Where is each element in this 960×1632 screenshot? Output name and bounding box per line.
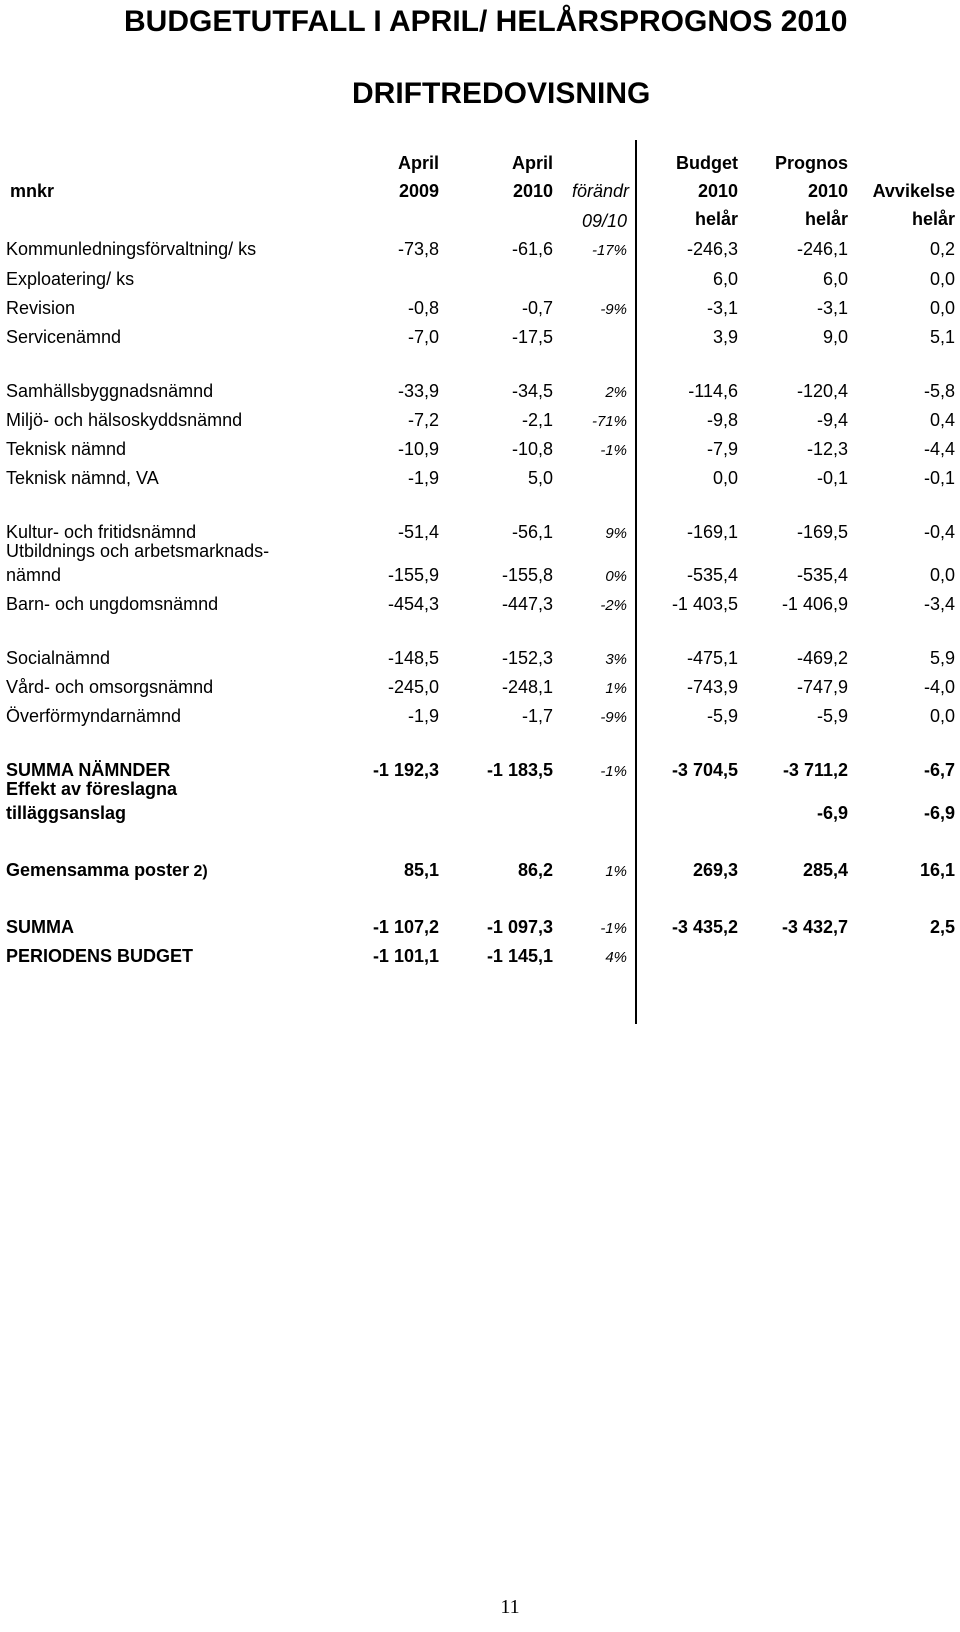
table-row [0, 859, 960, 889]
cell-deviation: -6,7 [923, 760, 955, 780]
table-row [0, 593, 960, 623]
row-label [6, 676, 213, 698]
cell-deviation: 0,4 [929, 410, 955, 430]
row-label-text: Samhällsbyggnadsnämnd [6, 381, 214, 401]
table-row [0, 916, 960, 946]
cell-deviation: 2,5 [929, 917, 955, 937]
table-row [0, 380, 960, 410]
cell-deviation: -6,9 [923, 803, 955, 823]
row-label [6, 705, 181, 727]
cell-prognos-2010: -535,4 [796, 565, 848, 585]
table-row [0, 297, 960, 327]
cell-april-2010: -34,5 [511, 381, 553, 401]
row-label [6, 238, 256, 260]
page-number: 11 [500, 1596, 520, 1618]
cell-deviation: 5,1 [929, 327, 955, 347]
cell-april-2010: -1 145,1 [486, 946, 553, 966]
table-row [0, 238, 960, 268]
cell-april-2010: -56,1 [511, 522, 553, 542]
cell-april-2009: -155,9 [387, 565, 439, 585]
row-label-text: Exploatering/ ks [6, 269, 135, 289]
cell-april-2009: -0,8 [407, 298, 439, 318]
section-title: DRIFTREDOVISNING [352, 77, 651, 110]
cell-budget-2010: 0,0 [712, 468, 738, 488]
cell-april-2010: -152,3 [501, 648, 553, 668]
row-label-text: Servicenämnd [6, 327, 122, 347]
cell-budget-2010: -114,6 [688, 381, 738, 401]
cell-change-percent: 9% [605, 525, 627, 542]
cell-budget-2010: -169,1 [686, 522, 738, 542]
cell-april-2010: -2,1 [521, 410, 553, 430]
row-label-text: Teknisk nämnd [6, 439, 127, 459]
row-label [6, 326, 121, 348]
cell-prognos-2010: 285,4 [802, 860, 848, 880]
cell-deviation: 5,9 [929, 648, 955, 668]
header-unit: mnkr [10, 181, 55, 201]
cell-prognos-2010: -3 432,7 [781, 917, 848, 937]
cell-prognos-2010: -469,2 [796, 648, 848, 668]
row-label [6, 916, 74, 938]
cell-april-2010: -1,7 [521, 706, 553, 726]
cell-prognos-2010: -5,9 [816, 706, 848, 726]
cell-deviation: -4,0 [923, 677, 955, 697]
header-april2009-line1: April [397, 153, 439, 173]
row-label [6, 268, 134, 290]
cell-deviation: -0,1 [923, 468, 955, 488]
cell-change-percent: 4% [605, 949, 627, 966]
cell-budget-2010: -7,9 [706, 439, 738, 459]
cell-prognos-2010: 9,0 [822, 327, 848, 347]
cell-april-2009: -7,2 [407, 410, 439, 430]
table-row [0, 326, 960, 356]
cell-april-2010: 5,0 [527, 468, 553, 488]
row-label-text: Överförmyndarnämnd [6, 706, 182, 726]
cell-april-2010: -1 097,3 [486, 917, 553, 937]
cell-prognos-2010: -120,4 [796, 381, 848, 401]
cell-deviation: 0,2 [929, 239, 955, 259]
page-title: BUDGETUTFALL I APRIL/ HELÅRSPROGNOS 2010 [124, 5, 848, 38]
cell-april-2009: -7,0 [407, 327, 439, 347]
cell-budget-2010: -743,9 [686, 677, 738, 697]
header-deviation-line2: helår [911, 209, 955, 229]
row-label-text: SUMMA [6, 917, 74, 937]
cell-april-2010: -17,5 [511, 327, 553, 347]
cell-april-2009: -33,9 [397, 381, 439, 401]
cell-budget-2010: -475,1 [686, 648, 738, 668]
cell-budget-2010: -1 403,5 [671, 594, 738, 614]
row-label [6, 647, 110, 669]
cell-april-2009: -245,0 [387, 677, 439, 697]
cell-change-percent: -1% [600, 763, 627, 780]
row-label-text: Barn- och ungdomsnämnd [6, 594, 219, 614]
cell-april-2009: -73,8 [397, 239, 439, 259]
row-label [6, 297, 75, 319]
cell-change-percent: -1% [600, 920, 627, 937]
row-label [6, 438, 126, 460]
cell-change-percent: 1% [605, 863, 627, 880]
row-label [6, 467, 159, 489]
cell-change-percent: -17% [591, 242, 627, 259]
header-april2010-line1: April [511, 153, 553, 173]
table-row [0, 647, 960, 677]
cell-change-percent: -71% [591, 413, 627, 430]
table-row [0, 409, 960, 439]
row-label [6, 859, 208, 883]
cell-change-percent: -1% [600, 442, 627, 459]
row-label [6, 564, 61, 586]
cell-april-2010: -1 183,5 [486, 760, 553, 780]
cell-april-2009: -148,5 [387, 648, 439, 668]
cell-prognos-2010: -3 711,2 [782, 760, 848, 780]
row-label-text: Gemensamma poster [6, 860, 190, 880]
row-label-text: Kultur- och fritidsnämnd [6, 522, 197, 542]
cell-april-2009: -10,9 [397, 439, 439, 459]
cell-change-percent: 1% [605, 680, 627, 697]
row-label-line1: Utbildnings och arbetsmarknads- [6, 541, 270, 561]
table-row [0, 268, 960, 298]
table-row [0, 467, 960, 497]
cell-change-percent: -9% [600, 301, 627, 318]
row-label-line1: Effekt av föreslagna [6, 779, 178, 799]
table-row [0, 705, 960, 735]
cell-deviation: 0,0 [929, 298, 955, 318]
cell-prognos-2010: -169,5 [796, 522, 848, 542]
cell-budget-2010: 3,9 [712, 327, 738, 347]
cell-deviation: -4,4 [923, 439, 955, 459]
header-april2010-line2: 2010 [512, 181, 553, 201]
cell-budget-2010: -5,9 [706, 706, 738, 726]
row-label-text: SUMMA NÄMNDER [6, 760, 171, 780]
cell-budget-2010: -246,3 [686, 239, 738, 259]
row-label-text: PERIODENS BUDGET [6, 946, 194, 966]
row-label [6, 802, 126, 824]
cell-april-2010: -10,8 [511, 439, 553, 459]
cell-april-2009: 85,1 [403, 860, 439, 880]
header-april2009-line2: 2009 [398, 181, 439, 201]
row-label [6, 409, 242, 431]
cell-april-2010: -155,8 [501, 565, 553, 585]
cell-prognos-2010: -6,9 [816, 803, 848, 823]
table-row [0, 541, 960, 594]
cell-prognos-2010: -9,4 [816, 410, 848, 430]
row-label-footnote: 2) [189, 863, 208, 880]
table-row [0, 945, 960, 975]
row-label-text: tilläggsanslag [6, 803, 127, 823]
cell-april-2009: -1 101,1 [372, 946, 439, 966]
cell-april-2009: -1 107,2 [372, 917, 439, 937]
cell-prognos-2010: -1 406,9 [781, 594, 848, 614]
row-label [6, 945, 193, 967]
cell-change-percent: -2% [600, 597, 627, 614]
cell-deviation: -0,4 [923, 522, 955, 542]
cell-deviation: 16,1 [919, 860, 955, 880]
header-prognos-line1: Prognos [774, 153, 848, 173]
header-prognos-line3: helår [804, 209, 848, 229]
cell-budget-2010: -9,8 [706, 410, 738, 430]
cell-budget-2010: -535,4 [686, 565, 738, 585]
row-label-text: nämnd [6, 565, 62, 585]
cell-prognos-2010: -12,3 [806, 439, 848, 459]
row-label-text: Revision [6, 298, 76, 318]
row-label-text: Teknisk nämnd, VA [6, 468, 159, 488]
row-label [6, 380, 213, 402]
cell-deviation: -5,8 [923, 381, 955, 401]
cell-april-2010: -447,3 [501, 594, 553, 614]
cell-april-2010: -248,1 [501, 677, 553, 697]
table-row [0, 779, 960, 832]
cell-deviation: 0,0 [929, 565, 955, 585]
cell-change-percent: 2% [605, 384, 627, 401]
cell-april-2009: -51,4 [397, 522, 439, 542]
row-label-text: Miljö- och hälsoskyddsnämnd [6, 410, 243, 430]
cell-budget-2010: -3,1 [706, 298, 738, 318]
cell-budget-2010: -3 704,5 [671, 760, 738, 780]
cell-april-2009: -1,9 [407, 706, 439, 726]
cell-prognos-2010: -747,9 [796, 677, 848, 697]
cell-prognos-2010: -3,1 [816, 298, 848, 318]
cell-april-2009: -454,3 [387, 594, 439, 614]
header-budget-line1: Budget [676, 153, 738, 173]
table-row [0, 676, 960, 706]
cell-budget-2010: 6,0 [712, 269, 738, 289]
cell-deviation: 0,0 [929, 706, 955, 726]
row-label-text: Socialnämnd [6, 648, 111, 668]
cell-change-percent: 0% [605, 568, 627, 585]
header-change-line1: förändr [571, 181, 629, 201]
row-label-text: Vård- och omsorgsnämnd [6, 677, 214, 697]
row-label-text: Kommunledningsförvaltning/ ks [6, 239, 257, 259]
header-deviation-line1: Avvikelse [872, 181, 955, 201]
cell-april-2009: -1 192,3 [372, 760, 439, 780]
cell-prognos-2010: 6,0 [822, 269, 848, 289]
table-row [0, 438, 960, 468]
cell-budget-2010: 269,3 [692, 860, 738, 880]
cell-april-2010: -0,7 [521, 298, 553, 318]
header-prognos-line2: 2010 [807, 181, 848, 201]
header-budget-line2: 2010 [697, 181, 738, 201]
cell-april-2010: -61,6 [511, 239, 553, 259]
cell-prognos-2010: -0,1 [816, 468, 848, 488]
cell-april-2010: 86,2 [517, 860, 553, 880]
cell-prognos-2010: -246,1 [796, 239, 848, 259]
cell-deviation: 0,0 [929, 269, 955, 289]
cell-deviation: -3,4 [923, 594, 955, 614]
header-budget-line3: helår [694, 209, 738, 229]
header-change-line2: 09/10 [581, 211, 627, 231]
cell-april-2009: -1,9 [407, 468, 439, 488]
cell-change-percent: 3% [605, 651, 627, 668]
cell-change-percent: -9% [600, 709, 627, 726]
row-label [6, 593, 218, 615]
cell-budget-2010: -3 435,2 [671, 917, 738, 937]
